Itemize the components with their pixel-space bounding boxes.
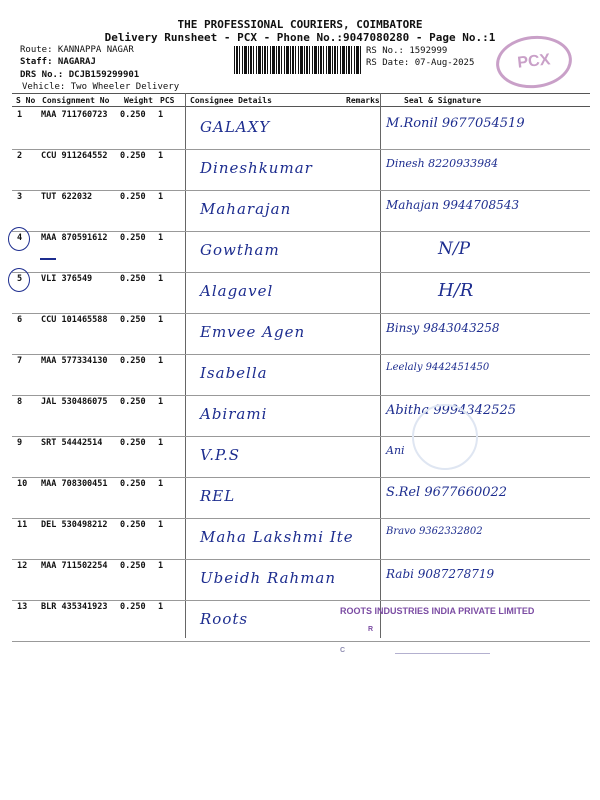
cell-consignment: MAA 870591612 [41,233,108,243]
route-label: Route: KANNAPPA NAGAR [20,45,134,55]
cell-weight: 0.250 [120,397,146,407]
cell-weight: 0.250 [120,192,146,202]
signature-handwriting: Ani [386,444,405,457]
col-weight: Weight [124,96,153,105]
signature-handwriting: Mahajan 9944708543 [386,198,520,212]
vehicle-label: Vehicle: Two Wheeler Delivery [22,82,180,92]
table-row [0,600,600,641]
header-bottom-rule [12,106,590,107]
cell-weight: 0.250 [120,356,146,366]
table-row [0,395,600,436]
table-row [0,231,600,272]
cell-pcs: 1 [158,110,164,120]
cell-weight: 0.250 [120,151,146,161]
table-row [0,190,600,231]
col-consignee: Consignee Details [190,96,272,105]
cell-sno: 10 [17,479,28,489]
cell-pcs: 1 [158,356,164,366]
cell-sno: 7 [17,356,23,366]
cell-pcs: 1 [158,561,164,571]
rs-date: RS Date: 07-Aug-2025 [366,58,475,68]
col-sno: S No [16,96,36,105]
table-row [0,518,600,559]
cell-sno: 13 [17,602,28,612]
consignee-handwriting: Roots [200,610,249,628]
cell-pcs: 1 [158,315,164,325]
consignee-handwriting: Maharajan [200,200,292,218]
cell-sno: 1 [17,110,23,120]
dash-mark-row4 [40,258,56,260]
signature-handwriting: Bravo 9362332802 [386,526,483,537]
table-row [0,272,600,313]
runsheet-title: Delivery Runsheet - PCX - Phone No.:9047080280 - Page No.:1 [104,31,496,44]
cell-sno: 4 [17,233,23,243]
cell-consignment: VLI 376549 [41,274,93,284]
cell-pcs: 1 [158,233,164,243]
circle-mark-row4 [8,227,30,251]
cell-pcs: 1 [158,520,164,530]
signature-handwriting: Binsy 9843043258 [386,321,500,335]
table-row [0,477,600,518]
roots-stamp-rule [395,653,490,654]
consignee-handwriting: Alagavel [200,282,274,300]
signature-handwriting: N/P [438,239,471,259]
signature-handwriting: S.Rel 9677660022 [386,485,508,500]
cell-consignment: MAA 577334130 [41,356,108,366]
cell-sno: 8 [17,397,23,407]
cell-weight: 0.250 [120,233,146,243]
consignee-handwriting: Isabella [200,364,268,382]
cell-weight: 0.250 [120,479,146,489]
table-row [0,354,600,395]
consignee-handwriting: Ubeidh Rahman [200,569,337,587]
cell-weight: 0.250 [120,110,146,120]
pale-round-seal [412,404,478,470]
cell-weight: 0.250 [120,602,146,612]
col-pcs: PCS [160,96,175,105]
consignee-handwriting: Abirami [200,405,268,423]
cell-pcs: 1 [158,602,164,612]
table-row [0,436,600,477]
col-seal: Seal & Signature [404,96,482,105]
table-row [0,149,600,190]
cell-sno: 9 [17,438,23,448]
signature-handwriting: Rabi 9087278719 [386,567,495,581]
barcode-image [234,46,362,74]
col-consignment: Consignment No [42,96,110,105]
row-divider [12,641,590,642]
rs-number: RS No.: 1592999 [366,46,448,56]
col-remarks: Remarks [346,96,380,105]
cell-consignment: DEL 530498212 [41,520,108,530]
roots-stamp-line2: R [368,626,374,633]
cell-weight: 0.250 [120,561,146,571]
signature-handwriting: Leelaly 9442451450 [386,362,490,373]
cell-consignment: BLR 435341923 [41,602,108,612]
cell-weight: 0.250 [120,520,146,530]
signature-handwriting: Dinesh 8220933984 [386,157,499,170]
signature-handwriting: M.Ronil 9677054519 [386,116,525,131]
cell-consignment: JAL 530486075 [41,397,108,407]
cell-sno: 5 [17,274,23,284]
cell-pcs: 1 [158,274,164,284]
cell-consignment: SRT 54442514 [41,438,103,448]
consignee-handwriting: REL [200,487,236,505]
roots-stamp-line3: C [340,647,346,654]
cell-pcs: 1 [158,438,164,448]
cell-sno: 6 [17,315,23,325]
cell-consignment: TUT 622032 [41,192,93,202]
cell-weight: 0.250 [120,315,146,325]
company-title: THE PROFESSIONAL COURIERS, COIMBATORE [177,18,423,31]
cell-sno: 12 [17,561,28,571]
cell-sno: 2 [17,151,23,161]
signature-handwriting: Abitha 9994342525 [386,403,517,418]
header-top-rule [12,93,590,94]
cell-consignment: CCU 911264552 [41,151,108,161]
consignee-handwriting: Gowtham [200,241,280,259]
pcx-stamp: PCX [493,32,574,92]
cell-weight: 0.250 [120,438,146,448]
cell-consignment: MAA 711760723 [41,110,108,120]
circle-mark-row5 [8,268,30,292]
cell-weight: 0.250 [120,274,146,284]
cell-consignment: CCU 101465588 [41,315,108,325]
signature-handwriting: H/R [438,280,474,301]
cell-sno: 3 [17,192,23,202]
table-row [0,313,600,354]
signature-handwriting: ROOTS INDUSTRIES INDIA PRIVATE LIMITED [340,606,535,616]
consignee-handwriting: Maha Lakshmi Ite [200,528,354,546]
consignee-handwriting: GALAXY [200,118,271,136]
table-row [0,559,600,600]
consignee-handwriting: Emvee Agen [200,323,306,341]
consignee-handwriting: V.P.S [200,446,241,464]
cell-pcs: 1 [158,151,164,161]
cell-sno: 11 [17,520,28,530]
cell-consignment: MAA 711502254 [41,561,108,571]
table-row [0,108,600,149]
cell-pcs: 1 [158,479,164,489]
cell-pcs: 1 [158,192,164,202]
cell-pcs: 1 [158,397,164,407]
staff-label: Staff: NAGARAJ [20,57,96,67]
consignee-handwriting: Dineshkumar [200,159,313,177]
drs-label: DRS No.: DCJB159299901 [20,70,140,80]
cell-consignment: MAA 708300451 [41,479,108,489]
